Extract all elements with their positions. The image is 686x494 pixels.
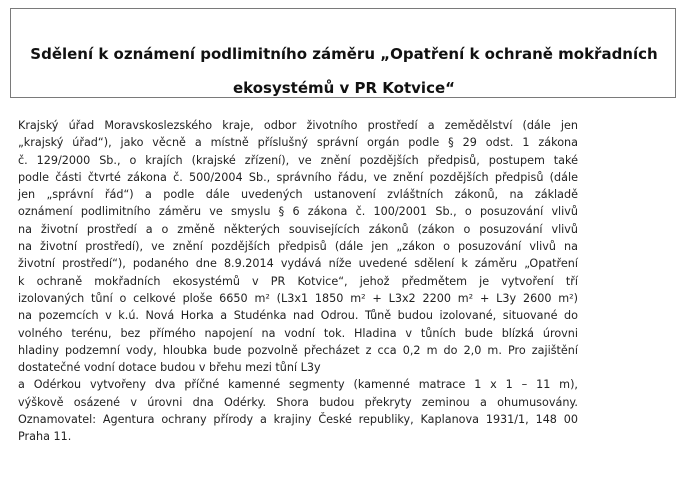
body-line: podle části čtvrté zákona č. 500/2004 Sb., správního řádu, ve znění pozdějších předpisů (dále [18,170,578,184]
body-line: výškově osázené v úrovni dna Odérky. Shora budou překryty zeminou a ohumusovány. [18,395,578,409]
body-line: na životní prostředí a o změně některých souvisejících zákonů (zákon o posuzování vlivů [18,222,578,236]
title-box [10,8,676,98]
body-line: a Odérkou vytvořeny dva příčné kamenné segmenty (kamenné matrace 1 x 1 – 11 m), [18,378,578,392]
document-body [18,117,588,446]
body-line: volného terénu, bez přímého napojení na vodní tok. Hladina v tůních bude blízká úrovni [18,326,578,340]
body-line: na životní prostředí), ve znění pozdějších předpisů (dále jen „zákon o posuzování vlivů na [18,240,578,254]
document-title-line-1: Sdělení k oznámení podlimitního záměru „Opatření k ochraně mokřadních [30,45,658,63]
body-line: k ochraně mokřadních ekosystémů v PR Kotvice“, jehož předmětem je vytvoření tří [18,274,578,288]
body-line: Krajský úřad Moravskoslezského kraje, odbor životního prostředí a zemědělství (dále jen [18,119,578,132]
body-line: „krajský úřad“), jako věcně a místně příslušný správní orgán podle § 29 odst. 1 zákona [18,136,578,150]
body-line: na pozemcích v k.ú. Nová Horka a Studénka nad Odrou. Tůně budou izolované, situované do [18,309,578,323]
body-line: Praha 11. [18,430,72,444]
document-title-line-2: ekosystémů v PR Kotvice“ [232,79,455,97]
body-line: jen „správní řád“) a podle dále uvedených ustanovení zvláštních zákonů, na základě [18,188,578,202]
body-line: Oznamovatel: Agentura ochrany přírody a krajiny České republiky, Kaplanova 1931/1, 148 00 [18,413,578,427]
body-line: dostatečné vodní dotace budou v břehu mezi tůní L3y [18,361,321,375]
body-line: hladiny podzemní vody, hloubka bude pozvolně přecházet z cca 0,2 m do 2,0 m. Pro zajištění [18,343,578,357]
body-line: oznámení podlimitního záměru ve smyslu § 6 zákona č. 100/2001 Sb., o posuzování vlivů [18,205,578,219]
body-line: životní prostředí“), podaného dne 8.9.2014 vydává níže uvedené sdělení k záměru „Opatření [18,257,578,271]
body-line: č. 129/2000 Sb., o krajích (krajské zřízení), ve znění pozdějších předpisů, postupem také [18,153,578,167]
body-line: izolovaných tůní o celkové ploše 6650 m² (L3x1 1850 m² + L3x2 2200 m² + L3y 2600 m²) [18,291,578,305]
